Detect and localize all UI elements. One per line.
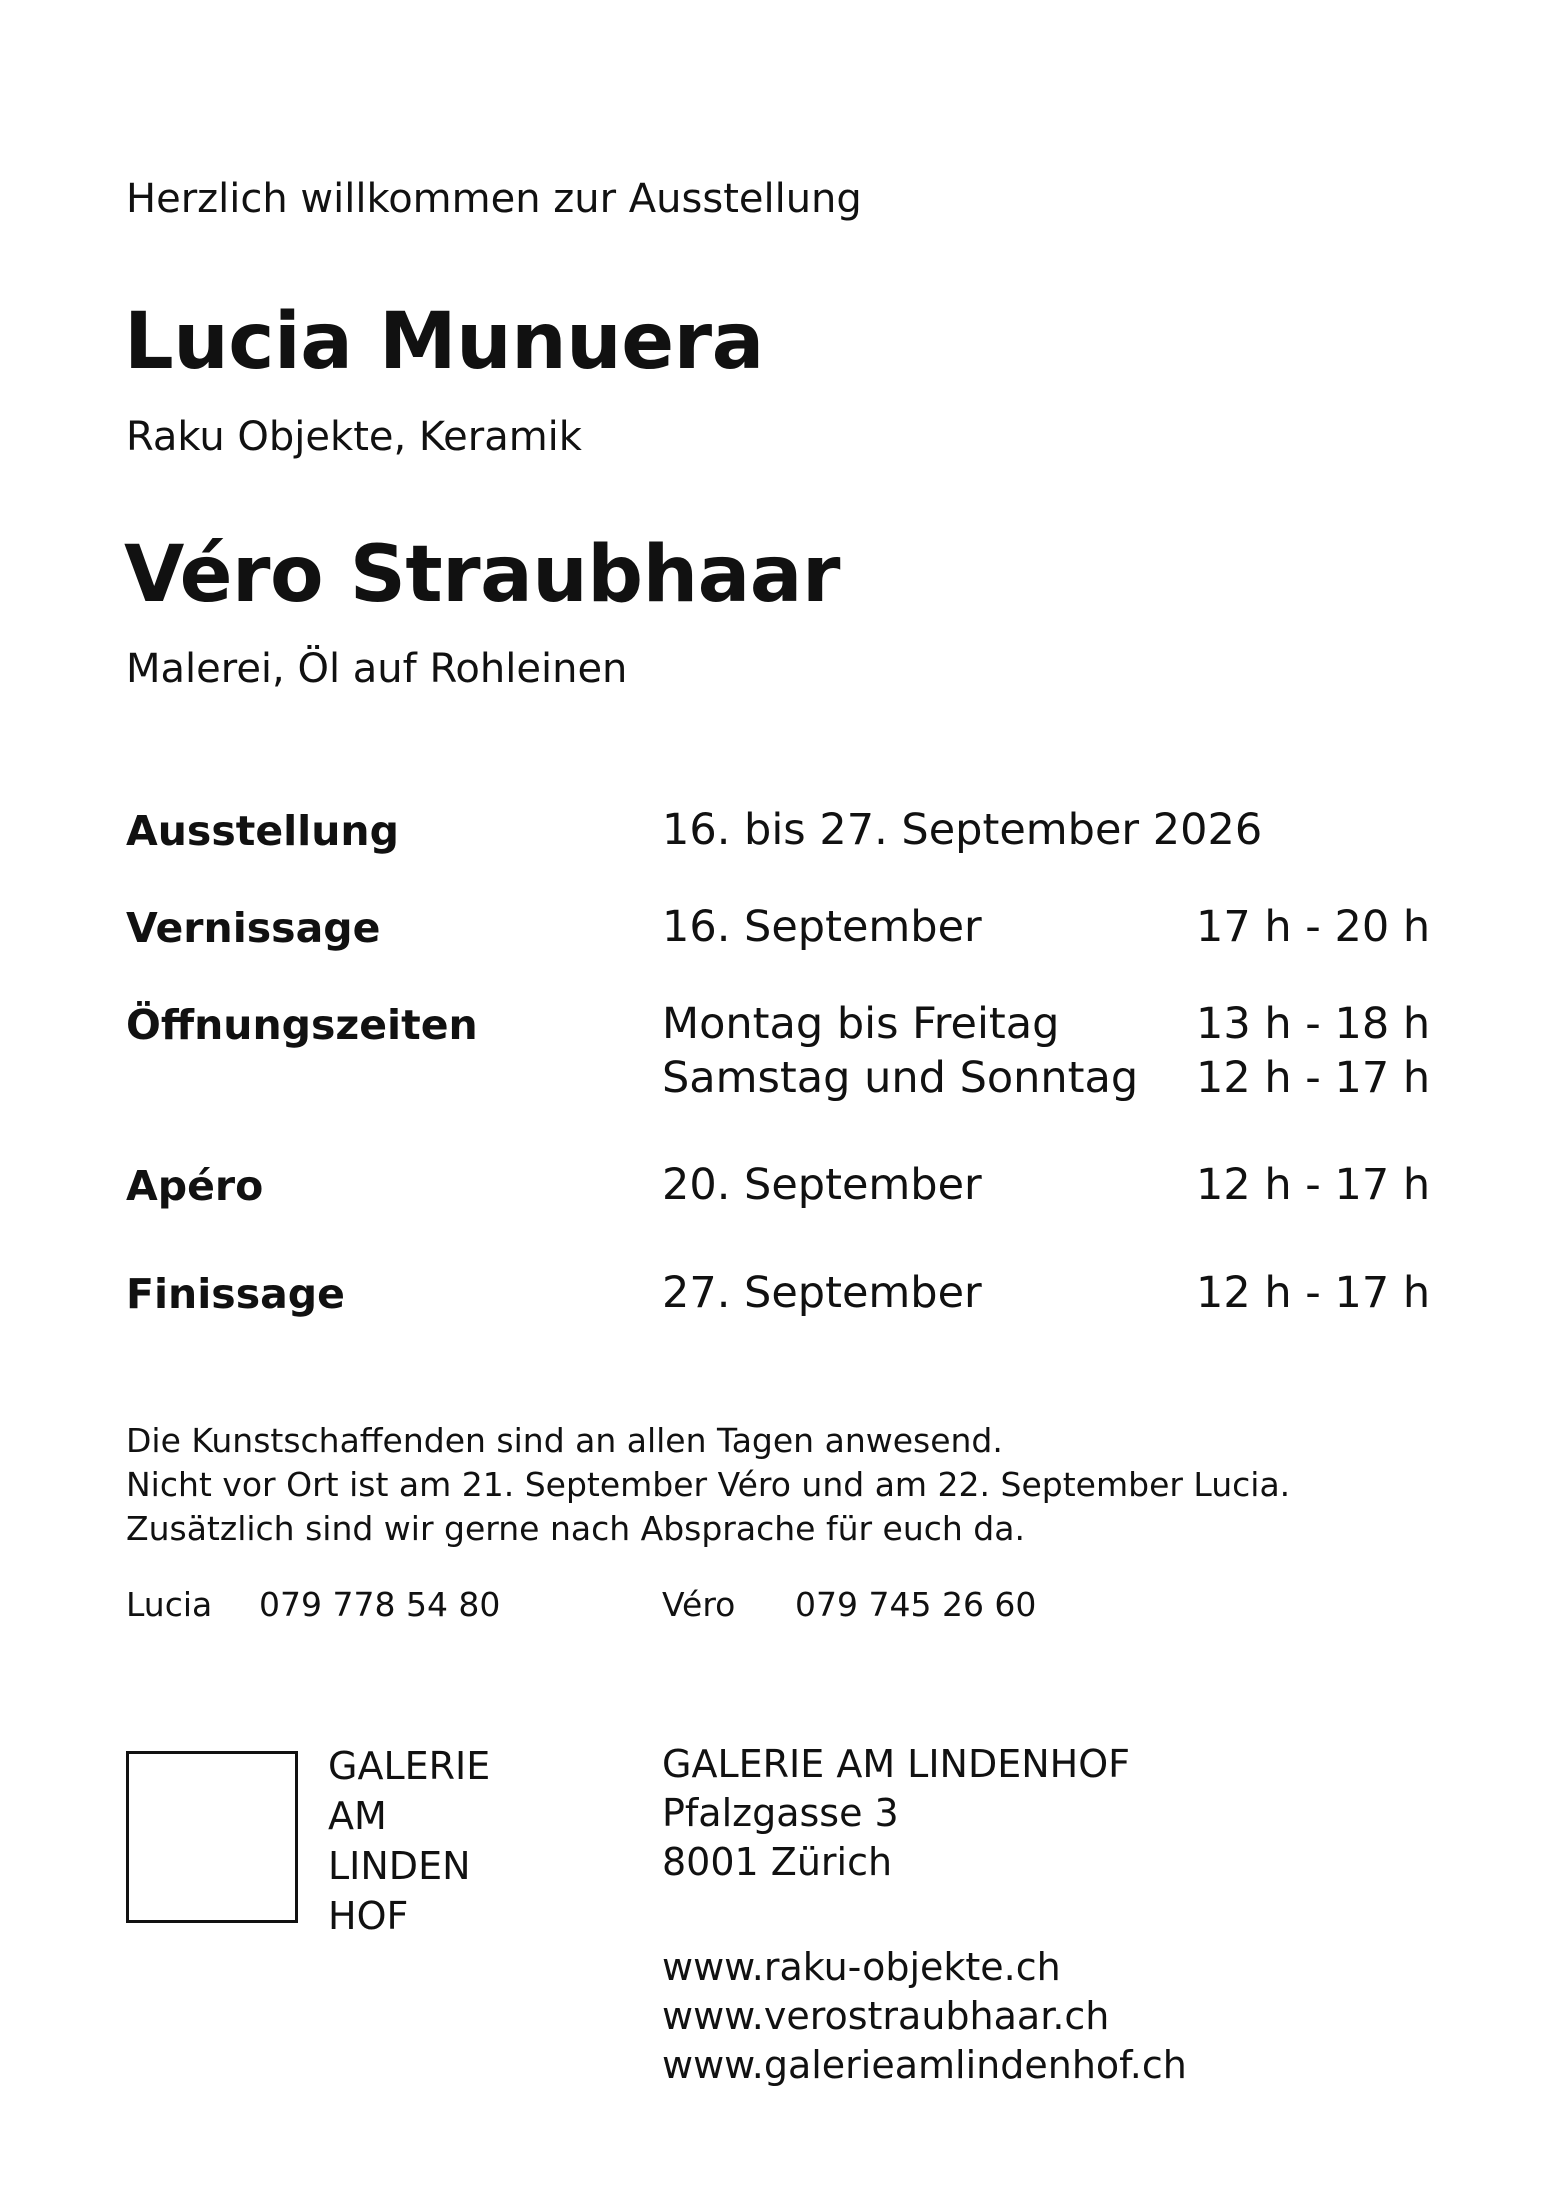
schedule-time-weekday: 13 h - 18 h: [1196, 999, 1431, 1049]
schedule-time-finissage: 12 h - 17 h: [1196, 1268, 1431, 1318]
schedule-label-apero: Apéro: [126, 1162, 264, 1210]
schedule-days-weekday: Montag bis Freitag: [662, 999, 1060, 1049]
logo-line-1: GALERIE: [328, 1744, 491, 1788]
address-street: Pfalzgasse 3: [662, 1791, 899, 1835]
schedule-label-oeffnungszeiten: Öffnungszeiten: [126, 1001, 478, 1049]
gallery-logo-square: [126, 1751, 298, 1923]
artist-name-vero: Véro Straubhaar: [124, 530, 840, 620]
address-city: 8001 Zürich: [662, 1840, 893, 1884]
contact-name-lucia: Lucia: [126, 1585, 213, 1624]
note-line-3: Zusätzlich sind wir gerne nach Absprache für euch da.: [126, 1509, 1025, 1548]
gallery-logo-text: [328, 1741, 490, 1941]
contact-phone-vero[interactable]: 079 745 26 60: [795, 1585, 1037, 1624]
schedule-time-apero: 12 h - 17 h: [1196, 1160, 1431, 1210]
contact-phone-lucia[interactable]: 079 778 54 80: [259, 1585, 501, 1624]
logo-line-3: LINDEN: [328, 1844, 471, 1888]
logo-line-4: HOF: [328, 1894, 409, 1938]
contact-name-vero: Véro: [662, 1585, 736, 1624]
schedule-label-finissage: Finissage: [126, 1270, 345, 1318]
schedule-days-weekend: Samstag und Sonntag: [662, 1053, 1139, 1103]
artist-medium-vero: Malerei, Öl auf Rohleinen: [126, 646, 628, 692]
address-name: GALERIE AM LINDENHOF: [662, 1742, 1131, 1786]
schedule-date-ausstellung: 16. bis 27. September 2026: [662, 805, 1263, 855]
logo-line-2: AM: [328, 1794, 387, 1838]
website-raku-objekte[interactable]: www.raku-objekte.ch: [662, 1945, 1061, 1989]
schedule-date-apero: 20. September: [662, 1160, 982, 1210]
website-verostraubhaar[interactable]: www.verostraubhaar.ch: [662, 1994, 1110, 2038]
artist-medium-lucia: Raku Objekte, Keramik: [126, 414, 582, 460]
schedule-label-vernissage: Vernissage: [126, 904, 381, 952]
schedule-label-ausstellung: Ausstellung: [126, 807, 399, 855]
schedule-date-finissage: 27. September: [662, 1268, 982, 1318]
welcome-text: Herzlich willkommen zur Ausstellung: [126, 176, 862, 222]
schedule-time-weekend: 12 h - 17 h: [1196, 1053, 1431, 1103]
schedule-time-vernissage: 17 h - 20 h: [1196, 902, 1431, 952]
website-galerieamlindenhof[interactable]: www.galerieamlindenhof.ch: [662, 2043, 1187, 2087]
schedule-date-vernissage: 16. September: [662, 902, 982, 952]
note-line-2: Nicht vor Ort ist am 21. September Véro und am 22. September Lucia.: [126, 1465, 1291, 1504]
artist-name-lucia: Lucia Munuera: [124, 297, 764, 387]
note-line-1: Die Kunstschaffenden sind an allen Tagen anwesend.: [126, 1421, 1003, 1460]
